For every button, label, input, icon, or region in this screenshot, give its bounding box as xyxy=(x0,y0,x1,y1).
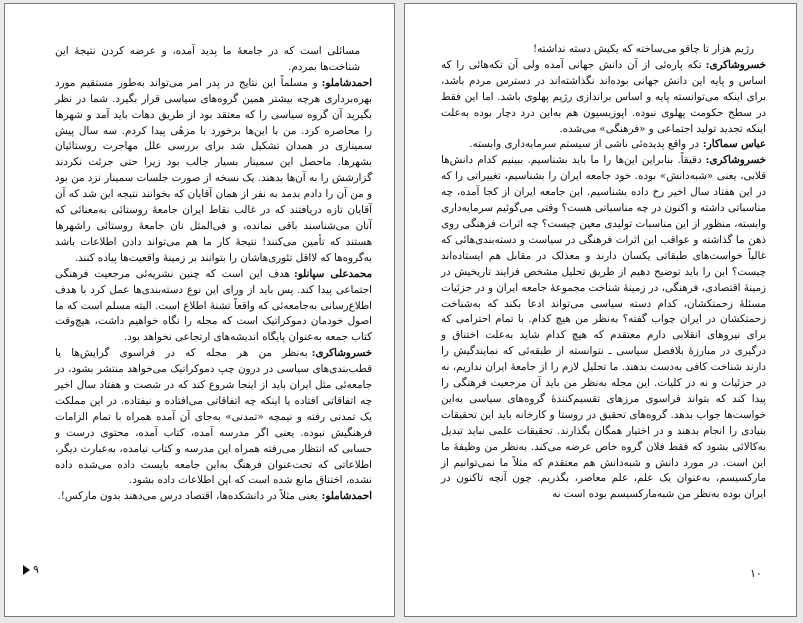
paragraph xyxy=(441,137,766,153)
right-page xyxy=(404,3,797,617)
paragraph xyxy=(441,153,766,503)
speaker-name: خسروشاکری: xyxy=(705,154,766,167)
paragraph-text: دقیقاً. بنابراین این‌ها را ما باید بشناسیم. ببینیم کدام دانش‌ها قلابی، یعنی «شبه‌دانش» بوده. خود جامعه ایران را بشناسیم، تغییراتی را که در این هفتاد سال اخیر رخ داده بشناسیم. این جامعه ایران از کجا آمده، چه مناسباتی داشته و اکنون در چه مناسباتی هست؟ وقتی می‌گوئیم سرمایه‌داری وابسته، منظور از این مناسبات تولیدی معین چیست؟ چه اثرات فرهنگی روی ذهن ما گذاشته و عواقب این اثرات فرهنگی در سیاست و دسته‌بندی‌هائی که غالباً خواست‌های طبقاتی یکسان دارند و معذلک در مقابل هم ایستاده‌اند چیست؟ این را باید توضیح دهیم از طریق تحلیل مشخص فرایند تاریخیش در زمینهٔ اقتصادی، فرهنگی، در زمینهٔ شناخت مجموعهٔ جامعه ایران و در جزئیات مسئلهٔ زحمتکشان، کدام دسته سیاسی می‌تواند ادعا بکند که به‌شناخت زحمتکشان در ایران چواب گفته؟ به‌نظر من هیچ کدام. با تمام احترامی که برای نیروهای انقلابی دارم معتقدم که هیچ کدام شاید به‌علت اختناق و درگیری در مبارزهٔ بلافصل سیاسی ـ نتوانسته از طبقه‌ئی که نمایندگیش را دارند شناخت کافی به‌دست بدهند. ما تحلیل لازم را از جامعهٔ ایران نداریم، نه در جزئیات و نه در کلیات. این مجله به‌نظر من باید آن مرجعیت فرهنگی را پیدا کند که بتواند فراسوی مرزهای تقسیم‌کنندهٔ گروه‌های سیاسی به‌این خواست‌ها جواب بدهد. گروه‌های تحقیق در روستا و کارخانه باید این تحقیقات بنیادی را انجام بدهند و در اختیار همگان بگذارند. تحقیقات علمی نباید تبدیل به‌کالائی بشود که فقط فلان گروه خاص عرضه می‌کند. به‌نظر من وظیفهٔ ما این است. در مورد دانش و شبه‌دانش هم معتقدم که مثلاً ما نمی‌توانیم از مارکسیسم، به‌عنوان یک علم، علم معاصر، بگذریم. چون آنچه تاکنون در ایران بوده به‌نظر من شبه‌مارکسیسم بوده است نه xyxy=(441,154,766,501)
paragraph xyxy=(55,489,372,505)
paragraph-text: در واقع پدیده‌ئی ناشی از سیستم سرمایه‌داری وابسته. xyxy=(469,138,699,151)
left-page-number: ۹ xyxy=(33,563,39,576)
paragraph-text: به‌نظر من هر مجله که در فراسوی گرایش‌ها یا قطب‌بندی‌های سیاسی در درون چپ دموکراتیک می‌خواهد منتشر بشود، در جامعه‌ئی مثل ایران باید از اینجا شروع کند که در شصت و هفتاد سال اخیر چه اتفاقاتی افتاده یا اینکه چه اتفاقاتی می‌افتاده و نیفتاده. در این مملکت یک تمدنی رفته و نیمچه «تمدنی» به‌جای آن آمده همراه با تمام الزامات فرهنگیش نبوده. یعنی اگر مدرسه آمده، کتاب آمده، محتوی درست و حسابی که انتظار می‌رفته همراه این مدرسه و کتاب نیامده، به‌عبارت دیگر، اطلاعاتی که تحت‌عنوان فرهنگ به‌این جامعه بایست داده می‌شده داده نشده، اختناق مانع شده است که این اطلاعات داده بشود. xyxy=(55,347,372,487)
left-page-text xyxy=(55,44,372,505)
paragraph xyxy=(441,42,766,58)
paragraph xyxy=(55,346,372,489)
speaker-name: خسروشاکری: xyxy=(311,347,372,360)
paragraph-text: رژیم هزار تا چاقو می‌ساخته که یکیش دسته نداشته! xyxy=(533,43,754,55)
paragraph-text: یعنی مثلاً در دانشکده‌ها، اقتصاد درس می‌دهند بدون مارکس!. xyxy=(57,490,318,503)
paragraph-text: تکه پاره‌ئی از آن دانش جهانی آمده ولی آن تکه‌هائی را که اساس و پایه این دانش جهانی بوده‌اند نگذاشته‌اند در دسترس مردم باشد، برای اینکه می‌توانسته پایه و اساس براندازی رژیم پهلوی باشد. اما این فقط در سطح حکومت پهلوی نبوده. اپوزیسیون هم به‌این درد دچار بوده به‌علت اینکه تجدید تولید اجتماعی و «فرهنگی» می‌شده. xyxy=(441,58,766,135)
speaker-name: خسروشاکری: xyxy=(705,58,766,71)
paragraph xyxy=(441,58,766,138)
speaker-name: محمدعلی سپانلو: xyxy=(293,267,372,280)
left-page xyxy=(4,3,395,617)
paragraph-text: هدف این است که چنین نشریه‌ئی مرجعیت فرهنگی اجتماعی پیدا کند. پس باید از ورای این نوع دسته‌بندی‌ها عمل کرد با هدف اطلاع‌رسانی به‌جامعه‌ئی که واقعاً تشنهٔ اطلاع است. البته مسلم است که ما اصول خودمان دموکراتیک است که مجله را نگاه خواهیم داشت، هیچ‌وقت کتاب جمعه به‌عنوان پایگاه اندیشه‌های ارتجاعی نخواهد بود. xyxy=(55,267,372,344)
paragraph xyxy=(55,44,372,76)
page-marker-icon xyxy=(23,565,30,575)
speaker-name: احمدشاملو: xyxy=(321,490,372,503)
paragraph-text: و مسلماً این نتایج در پدر امر می‌تواند به‌طور مستقیم مورد بهره‌برداری هرچه بیشتر همین گروه‌های سیاسی قرار بگیرد. شما در نظر بگیرید آن گروه سیاسی را که معتقد بود از طریق دهات باید آمد و شهرها را محاصره کرد. من با این‌ها برخورد با مزهٔی پیدا کردم. سه سال پیش سمیناری در همدان تشکیل شد برای بررسی علل مهاجرت روستائیان بشهرها. ماحصل این سمینار بسیار جالب بود زیرا حتی جرئت نکردند گزارشش را به آن‌ها بدهند. یک نسخه از صورت جلسات سمینار نزد من بود و من آن را دادم بدمد به نفر از همان آقایان که بخوانند نتیجه این شد که آن آقایان تازه دریافتند که در غالب نقاط ایران جامعهٔ روستائی به‌معنائی که آنان می‌شناسند باقی نمانده، و فی‌المثل نان جامعهٔ روستائی راشهرها هستند که تأمین می‌کنند! نتیجهٔ کار ما هم می‌تواند دادن اطلاعات باشد به‌گروه‌ها که لااقل تئوری‌هاشان را بتوانند بر زمینهٔ واقعیت‌ها پیاده کنند. xyxy=(55,76,372,264)
paragraph xyxy=(55,267,372,347)
paragraph xyxy=(55,76,372,267)
paragraph-text: مسائلی است که در جامعهٔ ما پدید آمده، و عرضه کردن نتیجهٔ این شناخت‌ها بمردم. xyxy=(55,45,360,73)
right-page-number: ۱۰ xyxy=(750,567,762,580)
speaker-name: احمدشاملو: xyxy=(321,76,372,89)
right-page-text xyxy=(441,42,766,503)
speaker-name: عباس سماکار: xyxy=(702,138,766,151)
